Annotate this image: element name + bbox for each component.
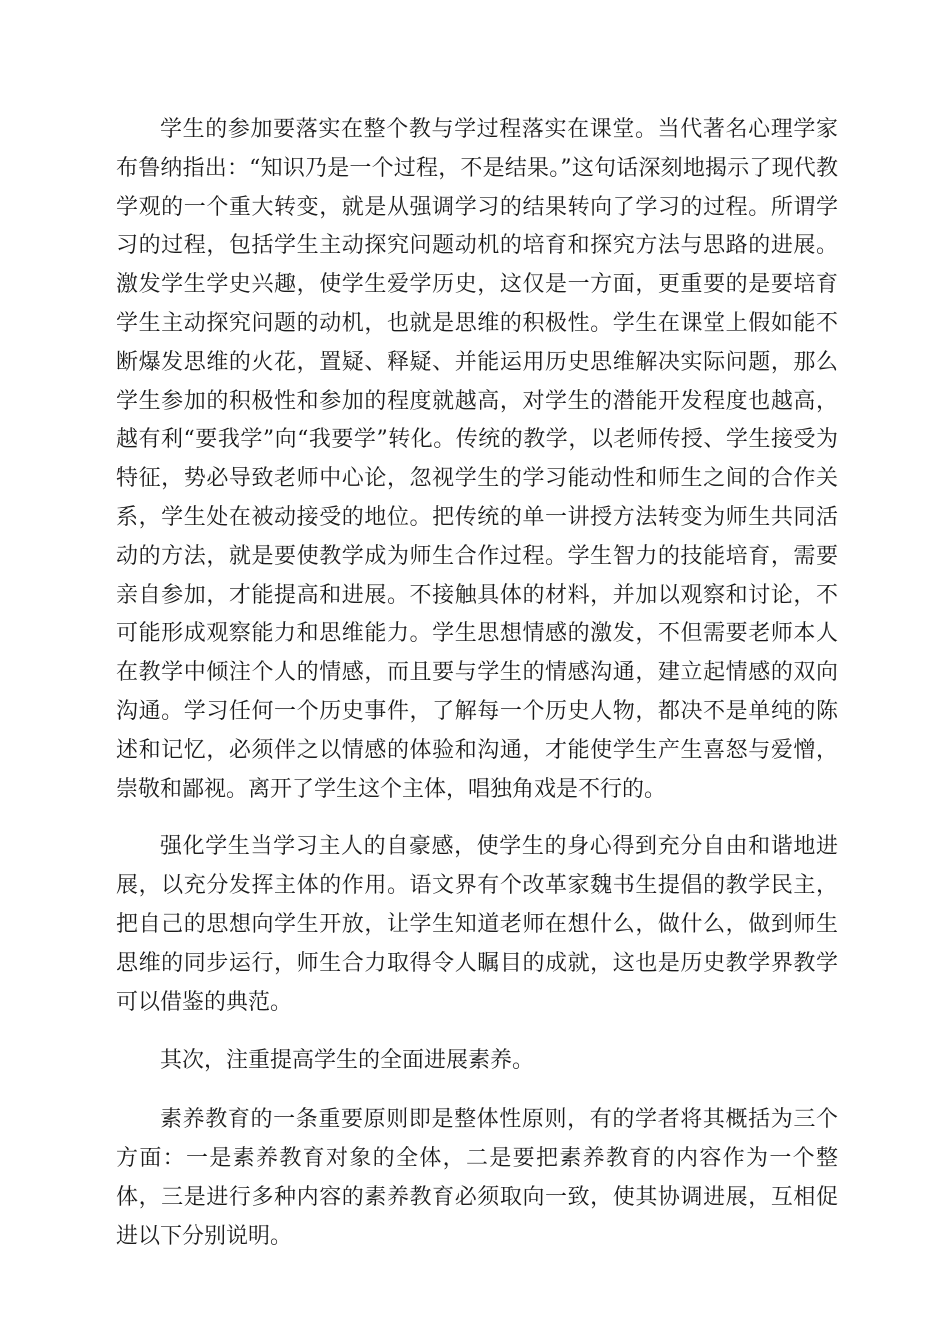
paragraph-1: 学生的参加要落实在整个教与学过程落实在课堂。当代著名心理学家布鲁纳指出：“知识乃是一个过程，不是结果。”这句话深刻地揭示了现代教学观的一个重大转变，就是从强调学习的结果转向了学习的过程。所谓学习的过程，包括学生主动探究问题动机的培育和探究方法与思路的进展。激发学生学史兴趣，使学生爱学历史，这仅是一方面，更重要的是要培育学生主动探究问题的动机，也就是思维的积极性。学生在课堂上假如能不断爆发思维的火花，置疑、释疑、并能运用历史思维解决实际问题，那么学生参加的积极性和参加的程度就越高，对学生的潜能开发程度也越高，越有利“要我学”向“我要学”转化。传统的教学，以老师传授、学生接受为特征，势必导致老师中心论，忽视学生的学习能动性和师生之间的合作关系，学生处在被动接受的地位。把传统的单一讲授方法转变为师生共同活动的方法，就是要使教学成为师生合作过程。学生智力的技能培育，需要亲自参加，才能提高和进展。不接触具体的材料，并加以观察和讨论，不可能形成观察能力和思维能力。学生思想情感的激发，不但需要老师本人在教学中倾注个人的情感，而且要与学生的情感沟通，建立起情感的双向沟通。学习任何一个历史事件，了解每一个历史人物，都决不是单纯的陈述和记忆，必须伴之以情感的体验和沟通，才能使学生产生喜怒与爱憎，崇敬和鄙视。离开了学生这个主体，唱独角戏是不行的。 bbox=[116, 117, 838, 802]
paragraph-4: 素养教育的一条重要原则即是整体性原则，有的学者将其概括为三个方面：一是素养教育对象的全体，二是要把素养教育的内容作为一个整体，三是进行多种内容的素养教育必须取向一致，使其协调进展，互相促进以下分别说明。 bbox=[116, 1107, 838, 1249]
paragraph-2: 强化学生当学习主人的自豪感，使学生的身心得到充分自由和谐地进展，以充分发挥主体的作用。语文界有个改革家魏书生提倡的教学民主，把自己的思想向学生开放，让学生知道老师在想什么，做什么，做到师生思维的同步运行，师生合力取得令人瞩目的成就，这也是历史教学界教学可以借鉴的典范。 bbox=[116, 834, 838, 1015]
document-body bbox=[116, 111, 838, 1275]
paragraph-3: 其次，注重提高学生的全面进展素养。 bbox=[160, 1048, 535, 1074]
